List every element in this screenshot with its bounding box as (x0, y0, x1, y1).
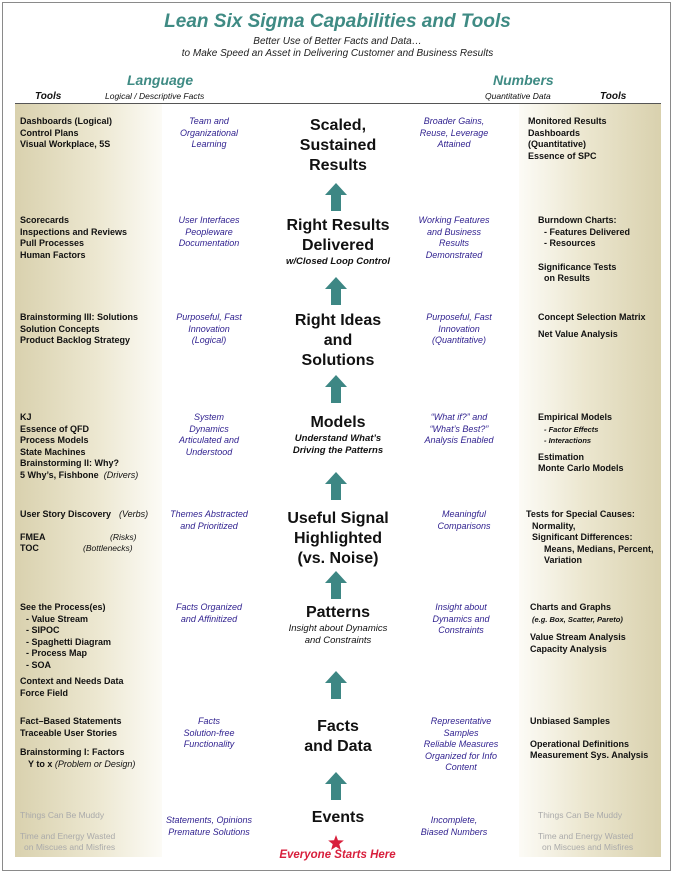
stage-patterns: Patterns Insight about Dynamics and Constraints (288, 604, 388, 646)
subtitle-1: Better Use of Better Facts and Data… (253, 36, 422, 47)
up-arrow-icon (325, 671, 347, 699)
right-tools-stage-1: Monitored Results Dashboards (Quantitative) Essence of SPC (528, 116, 607, 161)
right-outcome-stage-5: Meaningful Comparisons (437, 509, 491, 531)
right-outcome-stage-4: “What if?” and “What’s Best?” Analysis Enabled (424, 412, 494, 445)
left-muddy-notes: Things Can Be Muddy Time and Energy Wasted on Miscues and Misfires (20, 810, 116, 852)
left-outcome-stage-3: Purposeful, Fast Innovation (Logical) (176, 312, 242, 345)
header-divider (15, 103, 661, 104)
stage-events: Events (311, 809, 365, 826)
footer-everyone-starts-here: Everyone Starts Here (279, 849, 396, 861)
right-tools-stage-7: Unbiased Samples Operational Definitions Measurement Sys. Analysis (530, 716, 649, 760)
left-tools-stage-5: User Story Discovery (Verbs) FMEA (Risks) TOC (Bottlenecks) (20, 509, 149, 553)
numbers-subheader: Quantitative Data (485, 91, 551, 101)
stage-right-results-delivered: Right Results Delivered w/Closed Loop Control (286, 217, 390, 267)
up-arrow-icon (325, 277, 347, 305)
left-outcome-stage-7: Facts Solution-free Functionality (183, 716, 235, 749)
left-outcome-stage-8: Statements, Opinions Premature Solutions (165, 815, 253, 837)
left-outcome-stage-1: Team and Organizational Learning (179, 116, 239, 149)
up-arrow-icon (325, 183, 347, 211)
left-tools-stage-4: KJ Essence of QFD Process Models State Machines Brainstorming II: Why? 5 Why’s, Fishbone (Drivers) (20, 412, 139, 480)
left-tools-header: Tools (35, 91, 62, 102)
right-tools-stage-3: Concept Selection Matrix Net Value Analysis (538, 312, 646, 339)
left-tools-stage-1: Dashboards (Logical) Control Plans Visual Workplace, 5S (20, 116, 113, 149)
stage-scaled-sustained-results: Scaled, Sustained Results (299, 117, 377, 174)
left-outcome-stage-4: System Dynamics Articulated and Understood (178, 412, 240, 457)
language-header: Language (127, 72, 194, 88)
right-tools-stage-2: Burndown Charts: - Features Delivered - Resources Significance Tests on Results (538, 215, 631, 283)
right-tools-header: Tools (600, 91, 627, 102)
language-subheader: Logical / Descriptive Facts (105, 91, 205, 101)
subtitle-2: to Make Speed an Asset in Delivering Customer and Business Results (181, 48, 494, 59)
stage-models: Models Understand What’s Driving the Patterns (292, 414, 384, 456)
left-tools-stage-2: Scorecards Inspections and Reviews Pull Processes Human Factors (20, 215, 128, 260)
right-outcome-stage-8: Incomplete, Biased Numbers (420, 815, 488, 837)
left-tools-stage-3: Brainstorming III: Solutions Solution Concepts Product Backlog Strategy (20, 312, 139, 345)
stage-facts-and-data: Facts and Data (304, 718, 372, 755)
left-outcome-stage-2: User Interfaces Peopleware Documentation (178, 215, 240, 248)
numbers-header: Numbers (493, 72, 554, 88)
right-tools-stage-6: Charts and Graphs (e.g. Box, Scatter, Pareto) Value Stream Analysis Capacity Analysis (530, 602, 626, 654)
stage-useful-signal: Useful Signal Highlighted (vs. Noise) (287, 510, 389, 567)
right-outcome-stage-2: Working Features and Business Results Demonstrated (418, 215, 490, 260)
left-tools-stage-6: See the Process(es) - Value Stream - SIPOC - Spaghetti Diagram - Process Map - SOA Context and Needs Data Force Field (20, 602, 124, 698)
left-outcome-stage-5: Themes Abstracted and Prioritized (170, 509, 248, 531)
diagram-frame (2, 2, 671, 871)
left-tools-stage-7: Fact–Based Statements Traceable User Stories Brainstorming I: Factors Y to x (Problem or Design) (20, 716, 136, 769)
right-outcome-stage-7: Representative Samples Reliable Measures Organized for Info Content (423, 716, 499, 772)
right-outcome-stage-6: Insight about Dynamics and Constraints (432, 602, 490, 635)
left-outcome-stage-6: Facts Organized and Affinitized (175, 602, 243, 624)
right-outcome-stage-1: Broader Gains, Reuse, Leverage Attained (419, 116, 489, 149)
stage-right-ideas-solutions: Right Ideas and Solutions (294, 312, 382, 369)
right-tools-stage-5: Tests for Special Causes: Normality, Significant Differences: Means, Medians, Percent, Variation (526, 509, 654, 565)
up-arrow-icon (325, 472, 347, 500)
page-title: Lean Six Sigma Capabilities and Tools (164, 11, 511, 32)
up-arrow-icon (325, 772, 347, 800)
up-arrow-icon (325, 375, 347, 403)
right-tools-stage-4: Empirical Models - Factor Effects - Interactions Estimation Monte Carlo Models (538, 412, 624, 473)
up-arrow-icon (325, 571, 347, 599)
star-icon (328, 835, 344, 850)
right-outcome-stage-3: Purposeful, Fast Innovation (Quantitative) (426, 312, 492, 345)
right-muddy-notes: Things Can Be Muddy Time and Energy Wasted on Miscues and Misfires (538, 810, 634, 852)
